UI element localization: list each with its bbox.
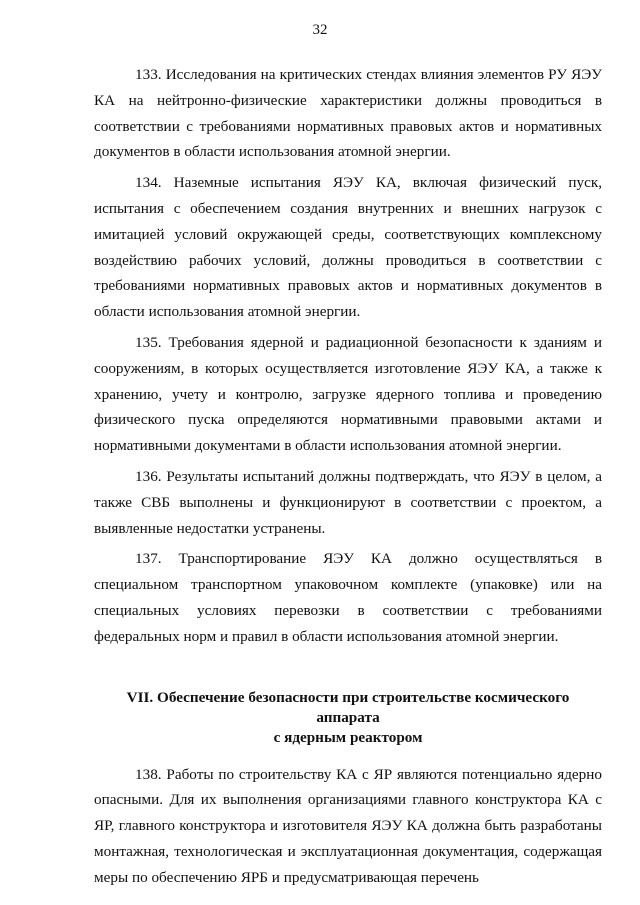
paragraph-136: 136. Результаты испытаний должны подтверждать, что ЯЭУ в целом, а также СВБ выполнены и функционируют в соответствии с проектом, а выявленные недостатки устранены. bbox=[94, 467, 602, 537]
section-heading bbox=[94, 688, 602, 748]
paragraph-138: 138. Работы по строительству КА с ЯР являются потенциально ядерно опасными. Для их выполнения организациями главного конструктора КА с ЯР, главного конструктора и изготовителя ЯЭУ КА должна быть разработаны монтажная, технологическая и эксплуатационная документация, содержащая меры по обеспечению ЯРБ и предусматривающая перечень bbox=[94, 765, 602, 886]
section-heading-line-2: с ядерным реактором bbox=[273, 728, 423, 746]
document-body bbox=[94, 62, 602, 891]
paragraph-137: 137. Транспортирование ЯЭУ КА должно осуществляться в специальном транспортном упаковочном комплекте (упаковке) или на специальных условиях перевозки в соответствии с требованиями федеральных норм и правил в области использования атомной энергии. bbox=[94, 550, 602, 645]
paragraph-134: 134. Наземные испытания ЯЭУ КА, включая физический пуск, испытания с обеспечением создания внутренних и внешних нагрузок с имитацией условий окружающей среды, соответствующих комплексному воздействию рабочих условий, должны проводиться в соответствии с требованиями нормативных правовых актов и нормативных документов в области использования атомной энергии. bbox=[94, 174, 602, 321]
page-number: 32 bbox=[312, 22, 328, 38]
section-heading-line-1: VII. Обеспечение безопасности при строительстве космического аппарата bbox=[126, 688, 570, 726]
paragraph-135: 135. Требования ядерной и радиационной безопасности к зданиям и сооружениям, в которых осуществляется изготовление ЯЭУ КА, а также к хранению, учету и контролю, загрузке ядерного топлива и проведению физического пуска определяются нормативными правовыми актами и нормативными документами в области использования атомной энергии. bbox=[94, 333, 602, 455]
paragraph-133: 133. Исследования на критических стендах влияния элементов РУ ЯЭУ КА на нейтронно-физические характеристики должны проводиться в соответствии с требованиями нормативных правовых актов и нормативных документов в области использования атомной энергии. bbox=[94, 66, 602, 161]
